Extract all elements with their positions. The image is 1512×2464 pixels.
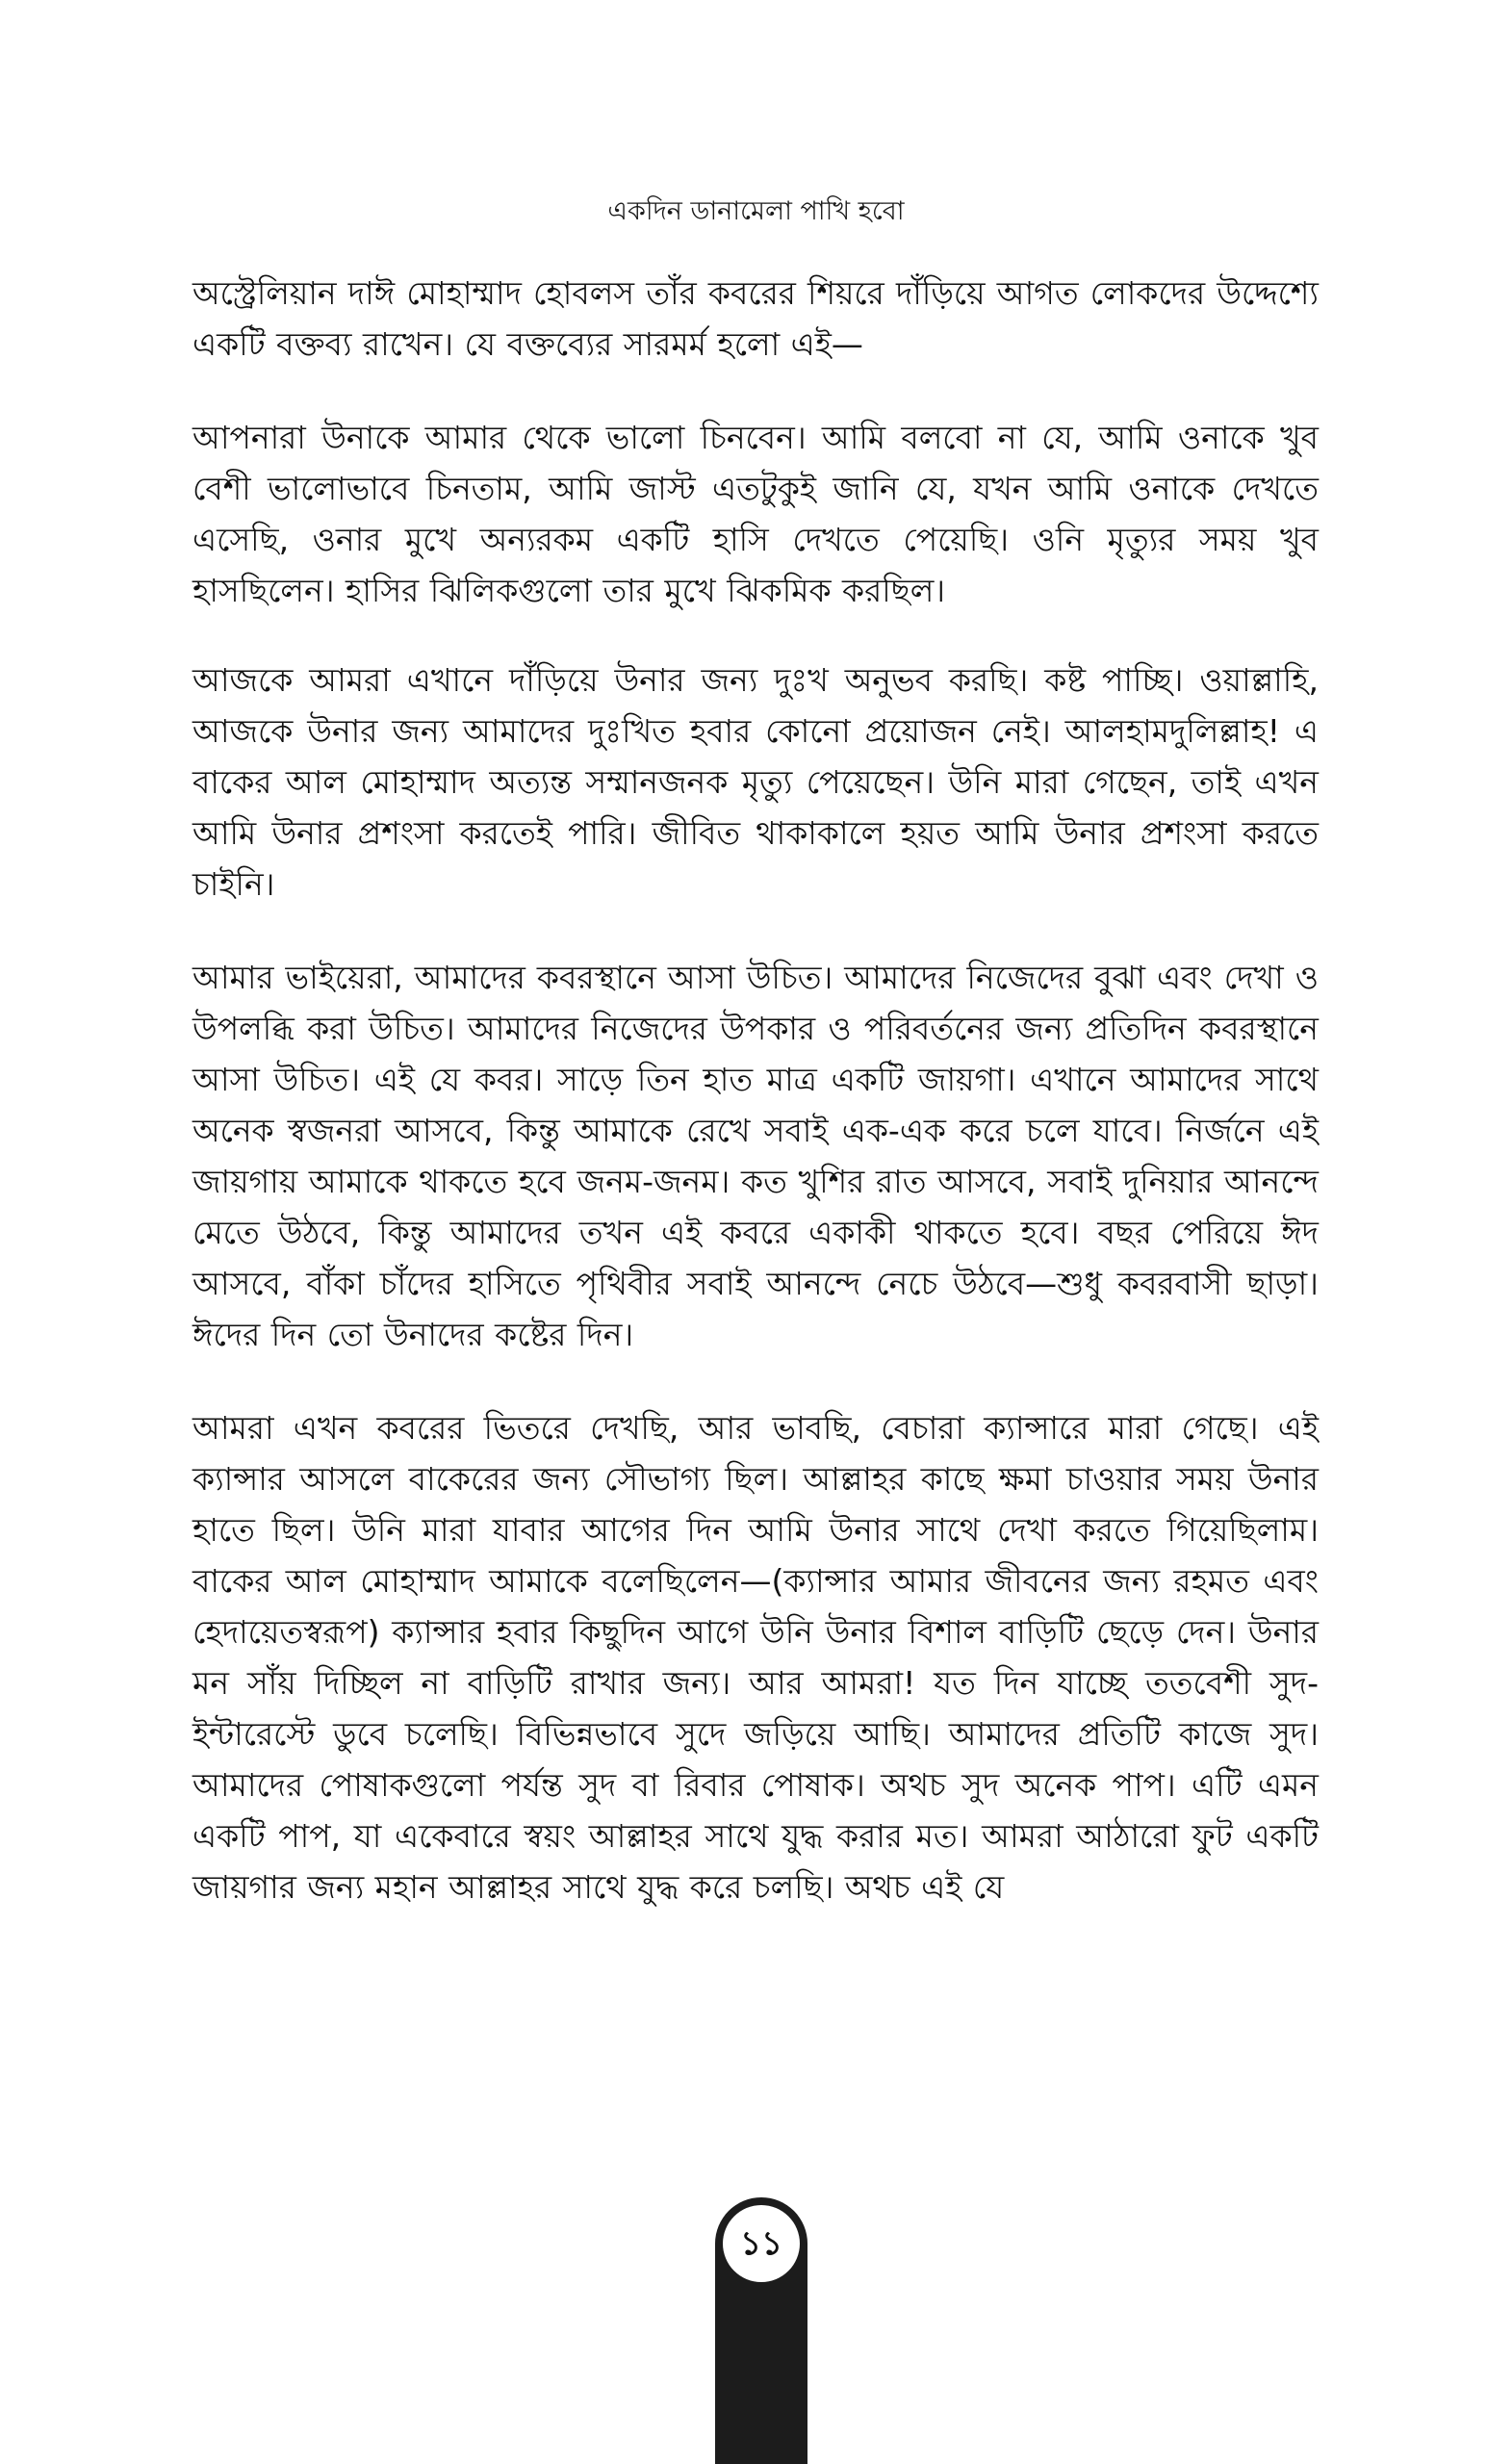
paragraph: আমরা এখন কবরের ভিতরে দেখছি, আর ভাবছি, বেচারা ক্যান্সারে মারা গেছে। এই ক্যান্সার আসলে বাকেরের জন্য সৌভাগ্য ছিল। আল্লাহর কাছে ক্ষমা চাওয়ার সময় উনার হাতে ছিল। উনি মারা যাবার আগের দিন আমি উনার সাথে দেখা করতে গিয়েছিলাম। বাকের আল মোহাম্মাদ আমাকে বলেছিলেন—(ক্যান্সার আমার জীবনের জন্য রহমত এবং হেদায়েতস্বরূপ) ক্যান্সার হবার কিছুদিন আগে উনি উনার বিশাল বাড়িটি ছেড়ে দেন। উনার মন সাঁয় দিচ্ছিল না বাড়িটি রাখার জন্য। আর আমরা! যত দিন যাচ্ছে ততবেশী সুদ-ইন্টারেস্টে ডুবে চলেছি। বিভিন্নভাবে সুদে জড়িয়ে আছি। আমাদের প্রতিটি কাজে সুদ। আমাদের পোষাকগুলো পর্যন্ত সুদ বা রিবার পোষাক। অথচ সুদ অনেক পাপ। এটি এমন একটি পাপ, যা একেবারে স্বয়ং আল্লাহর সাথে যুদ্ধ করার মত। আমরা আঠারো ফুট একটি জায়গার জন্য মহান আল্লাহর সাথে যুদ্ধ করে চলছি। অথচ এই যে bbox=[192, 1409, 1319, 1906]
paragraph: আপনারা উনাকে আমার থেকে ভালো চিনবেন। আমি বলবো না যে, আমি ওনাকে খুব বেশী ভালোভাবে চিনতাম, আমি জাস্ট এতটুকুই জানি যে, যখন আমি ওনাকে দেখতে এসেছি, ওনার মুখে অন্যরকম একটি হাসি দেখতে পেয়েছি। ওনি মৃত্যুর সময় খুব হাসছিলেন। হাসির ঝিলিকগুলো তার মুখে ঝিকমিক করছিল। bbox=[192, 419, 1319, 609]
page-number: ১১ bbox=[739, 2224, 783, 2263]
body-text bbox=[192, 268, 1319, 1951]
running-header: একদিন ডানামেলা পাখি হবো bbox=[607, 196, 905, 226]
paragraph: আজকে আমরা এখানে দাঁড়িয়ে উনার জন্য দুঃখ অনুভব করছি। কষ্ট পাচ্ছি। ওয়াল্লাহি, আজকে উনার জন্য আমাদের দুঃখিত হবার কোনো প্রয়োজন নেই। আলহামদুলিল্লাহ! এ বাকের আল মোহাম্মাদ অত্যন্ত সম্মানজনক মৃত্যু পেয়েছেন। উনি মারা গেছেন, তাই এখন আমি উনার প্রশংসা করতেই পারি। জীবিত থাকাকালে হয়ত আমি উনার প্রশংসা করতে চাইনি। bbox=[192, 661, 1319, 903]
page-number-badge bbox=[723, 2205, 800, 2282]
paragraph: আমার ভাইয়েরা, আমাদের কবরস্থানে আসা উচিত। আমাদের নিজেদের বুঝা এবং দেখা ও উপলব্ধি করা উচিত। আমাদের নিজেদের উপকার ও পরিবর্তনের জন্য প্রতিদিন কবরস্থানে আসা উচিত। এই যে কবর। সাড়ে তিন হাত মাত্র একটি জায়গা। এখানে আমাদের সাথে অনেক স্বজনরা আসবে, কিন্তু আমাকে রেখে সবাই এক-এক করে চলে যাবে। নির্জনে এই জায়গায় আমাকে থাকতে হবে জনম-জনম। কত খুশির রাত আসবে, সবাই দুনিয়ার আনন্দে মেতে উঠবে, কিন্তু আমাদের তখন এই কবরে একাকী থাকতে হবে। বছর পেরিয়ে ঈদ আসবে, বাঁকা চাঁদের হাসিতে পৃথিবীর সবাই আনন্দে নেচে উঠবে—শুধু কবরবাসী ছাড়া। ঈদের দিন তো উনাদের কষ্টের দিন। bbox=[192, 959, 1319, 1353]
paragraph: অস্ট্রেলিয়ান দাঈ মোহাম্মাদ হোবলস তাঁর কবরের শিয়রে দাঁড়িয়ে আগত লোকদের উদ্দেশ্যে একটি বক্তব্য রাখেন। যে বক্তব্যের সারমর্ম হলো এই— bbox=[192, 274, 1319, 363]
page-number-tab bbox=[715, 2197, 807, 2464]
